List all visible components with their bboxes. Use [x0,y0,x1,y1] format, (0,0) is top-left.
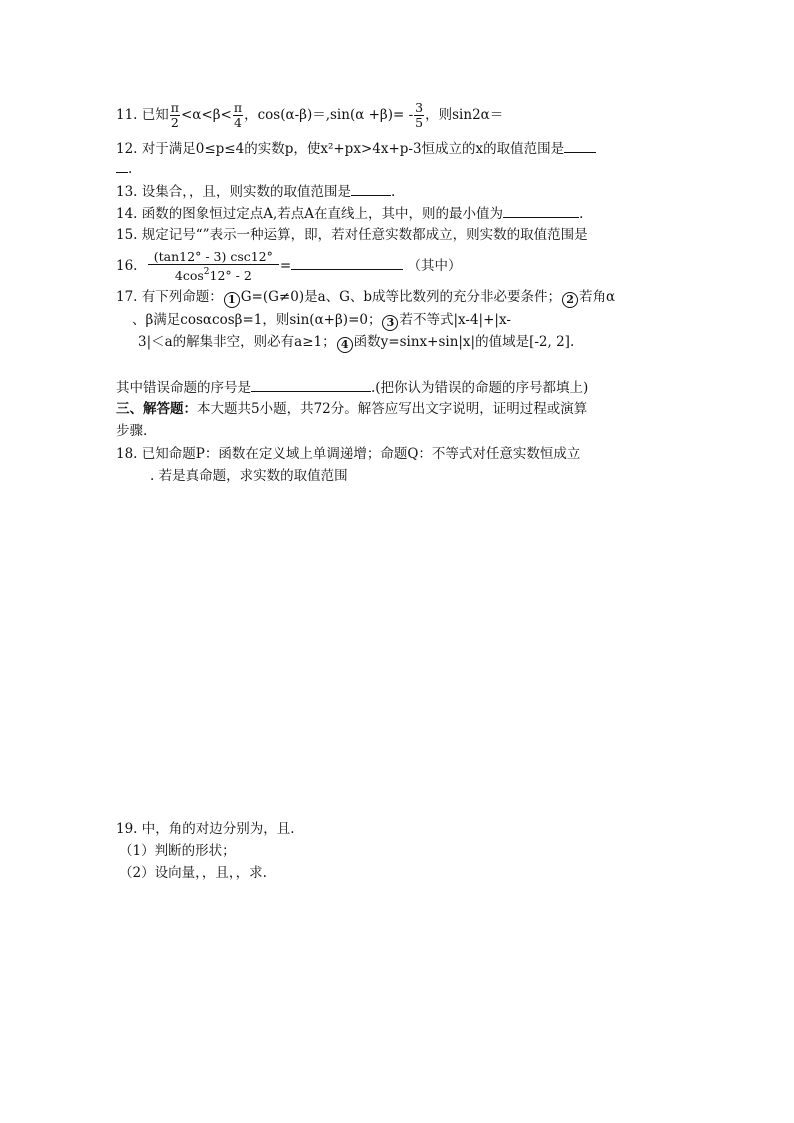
answer-blank[interactable] [564,138,596,153]
answer-blank[interactable] [116,158,128,173]
answer-blank[interactable] [291,255,403,270]
question-12 [116,138,596,158]
q11-text-cos: ，cos(α-β)＝,sin(α +β)= - [244,107,414,123]
q16-fraction: $\frac{(\tan 12^\circ - 3) \csc 12^\circ}{4\cos^212^\circ - 2}$ [148,250,279,283]
question-13: 13. 设集合，，且，则实数的取值范围是 . [116,181,395,201]
question-17: 17. 有下列命题： 1 G=(G≠0)是a、G、b成等比数列的充分非必要条件； 2 若角α [116,289,616,306]
fraction-3-over-5: $\frac{3}{5}$ [415,100,424,130]
question-18 [116,445,580,463]
fraction-pi-over-2: $\frac{\pi}{2}$ [170,100,179,130]
q15-text: 15. 规定记号“”表示一种运算，即，若对任意实数都成立，则实数的取值范围是 [116,227,588,243]
section-heading-cont: 步骤. [116,423,148,439]
q12-text: 12. 对于满足0≤p≤4的实数p，使x²+px>4x+p-3恒成立的x的取值范围是 [116,141,565,157]
circled-number-1-icon: 1 [224,292,240,308]
wrong-propositions: 其中错误命题的序号是 .(把你认为错误的命题的序号都填上) [116,377,588,397]
question-17-line2: 、β满足cosαcosβ=1，则sin(α+β)=0； 3 若不等式|x-4|+|x- [132,312,511,329]
question-16: 16. $\frac{(\tan 12^\circ - 3) \csc 12^\circ}{4\cos^212^\circ - 2}$ = （其中） [116,249,462,283]
section-heading: 三、解答题：本大题共5小题，共72分。解答应写出文字说明，证明过程或演算 [116,401,588,417]
fraction-pi-over-4: $\frac{\pi}{4}$ [233,100,243,130]
circled-number-2-icon: 2 [562,292,578,308]
question-14: 14. 函数的图象恒过定点A,若点A在直线上，其中，则的最小值为 . [116,203,583,223]
q18-text: 18. 已知命题P：函数在定义域上单调递增；命题Q：不等式对任意实数恒成立 [116,446,581,462]
q11-text-pre: 已知 [141,107,169,123]
circled-number-4-icon: 4 [337,337,353,353]
answer-blank[interactable] [503,203,579,218]
q11-text-post: ，则sin2α＝ [425,107,504,123]
q14-text: 14. 函数的图象恒过定点A,若点A在直线上，其中，则的最小值为 [116,206,504,222]
question-15 [116,226,588,244]
question-number: 16. [116,258,138,274]
circled-number-3-icon: 3 [382,315,398,331]
q19-text: 19. 中，角的对边分别为，且. [116,821,295,837]
question-11 [116,101,503,130]
q13-text: 13. 设集合，，且，则实数的取值范围是 [116,184,352,200]
question-19-part-1: （1）判断的形状； [119,843,236,859]
answer-blank[interactable] [251,377,371,392]
question-19 [116,820,295,838]
answer-blank[interactable] [351,181,391,196]
section-title: 三、解答题： [116,401,197,417]
q16-tail: （其中） [407,258,462,274]
question-17-line3: 3|＜a的解集非空，则必有a≥1； 4 函数y=sinx+sin|x|的值域是[-2, 2]. [138,334,575,351]
question-12-cont: . [116,158,132,178]
question-number: 11. [116,107,138,123]
question-18-cont: . 若是真命题，求实数的取值范围 [150,468,348,484]
question-19-part-2: （2）设向量，，且，，求. [119,865,267,881]
q11-text-mid: <α<β< [181,107,232,123]
